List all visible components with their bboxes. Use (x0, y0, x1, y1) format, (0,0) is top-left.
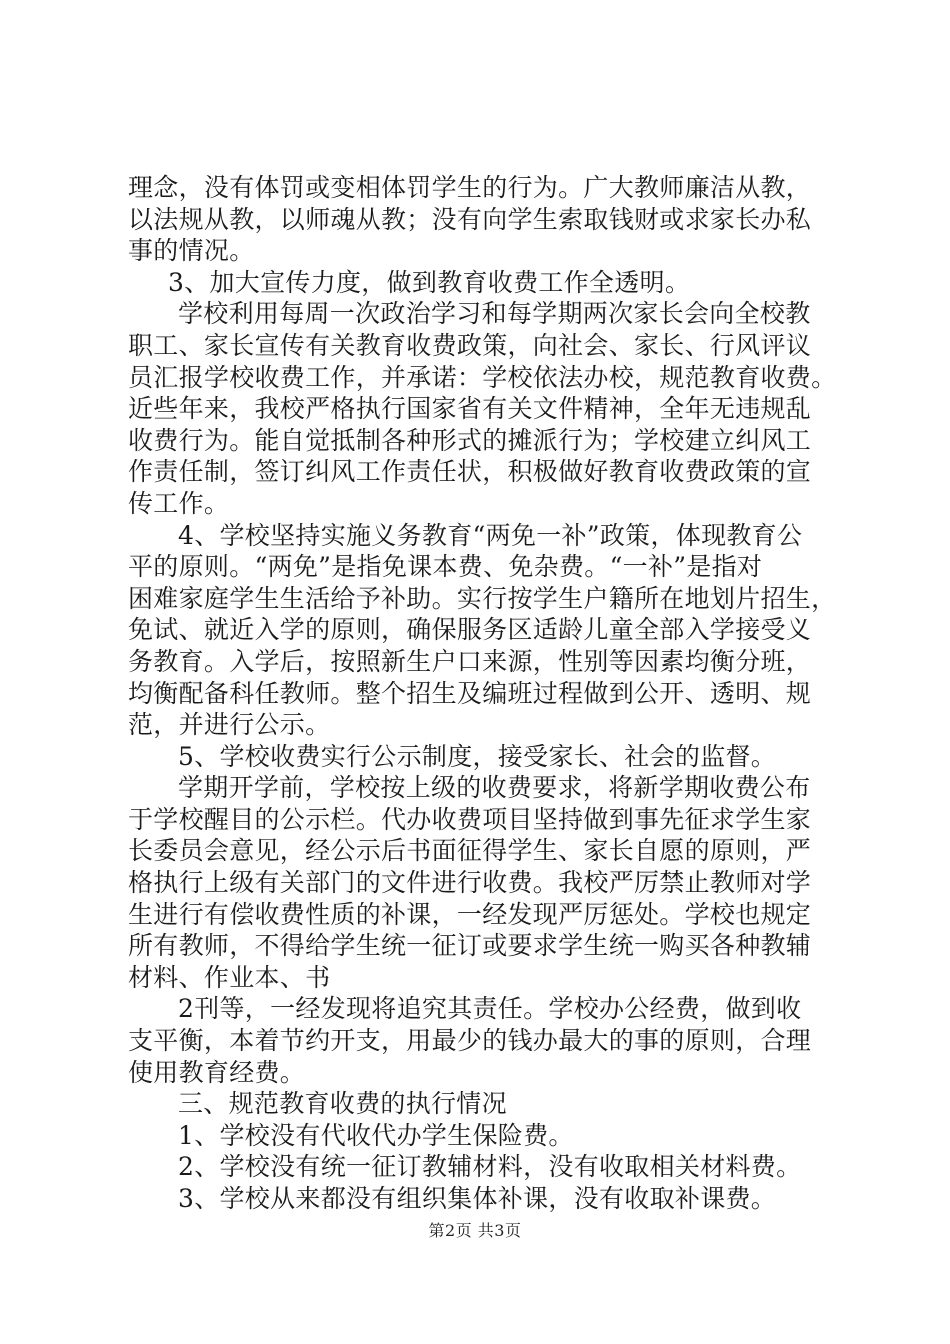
text-line: 困难家庭学生生活给予补助。实行按学生户籍所在地划片招生， (128, 583, 837, 613)
text-line: 学校利用每周一次政治学习和每学期两次家长会向全校教 (178, 299, 811, 329)
page-footer: 第2页 共3页 (428, 1221, 522, 1240)
text-line: 学期开学前，学校按上级的收费要求，将新学期收费公布 (178, 773, 811, 803)
text-line: 长委员会意见，经公示后书面征得学生、家长自愿的原则，严 (128, 836, 812, 866)
text-line: 支平衡，本着节约开支，用最少的钱办最大的事的原则，合理 (128, 1026, 812, 1056)
text-line: 事的情况。 (128, 236, 255, 266)
text-line: 3、加大宣传力度，做到教育收费工作全透明。 (168, 267, 691, 297)
text-line: 材料、作业本、书 (128, 962, 331, 992)
text-line: 生进行有偿收费性质的补课，一经发现严厉惩处。学校也规定 (128, 899, 812, 929)
text-line: 4、学校坚持实施义务教育“两免一补”政策，体现教育公 (178, 520, 803, 550)
text-line: 近些年来，我校严格执行国家省有关文件精神，全年无违规乱 (128, 394, 812, 424)
text-line: 平的原则。“两免”是指免课本费、免杂费。“一补”是指对 (128, 552, 763, 582)
text-line: 员汇报学校收费工作，并承诺：学校依法办校，规范教育收费。 (128, 362, 837, 392)
text-line: 作责任制，签订纠风工作责任状，积极做好教育收费政策的宣 (128, 457, 812, 487)
text-line: 免试、就近入学的原则，确保服务区适龄儿童全部入学接受义 (128, 615, 812, 645)
text-line: 职工、家长宣传有关教育收费政策，向社会、家长、行风评议 (128, 330, 812, 360)
text-line: 2、学校没有统一征订教辅材料，没有收取相关材料费。 (178, 1152, 802, 1182)
text-line: 范，并进行公示。 (128, 710, 331, 740)
text-line: 均衡配备科任教师。整个招生及编班过程做到公开、透明、规 (128, 678, 812, 708)
text-line: 务教育。入学后，按照新生户口来源，性别等因素均衡分班， (128, 646, 812, 676)
text-line: 所有教师，不得给学生统一征订或要求学生统一购买各种教辅 (128, 931, 812, 961)
text-line: 1、学校没有代收代办学生保险费。 (178, 1120, 574, 1150)
text-line: 理念，没有体罚或变相体罚学生的行为。广大教师廉洁从教， (128, 173, 812, 202)
text-line: 使用教育经费。 (128, 1057, 306, 1087)
text-line: 三、规范教育收费的执行情况 (178, 1089, 507, 1119)
text-line: 以法规从教，以师魂从教；没有向学生索取钱财或求家长办私 (128, 204, 812, 234)
text-line: 格执行上级有关部门的文件进行收费。我校严厉禁止教师对学 (128, 868, 812, 898)
text-line: 于学校醒目的公示栏。代办收费项目坚持做到事先征求学生家 (128, 804, 812, 834)
text-line: 收费行为。能自觉抵制各种形式的摊派行为；学校建立纠风工 (128, 425, 812, 455)
text-line: 5、学校收费实行公示制度，接受家长、社会的监督。 (178, 741, 777, 771)
text-line: 传工作。 (128, 488, 230, 518)
text-line: 2刊等，一经发现将追究其责任。学校办公经费，做到收 (178, 994, 802, 1024)
text-line: 3、学校从来都没有组织集体补课，没有收取补课费。 (178, 1184, 777, 1213)
document-body (128, 172, 848, 1215)
